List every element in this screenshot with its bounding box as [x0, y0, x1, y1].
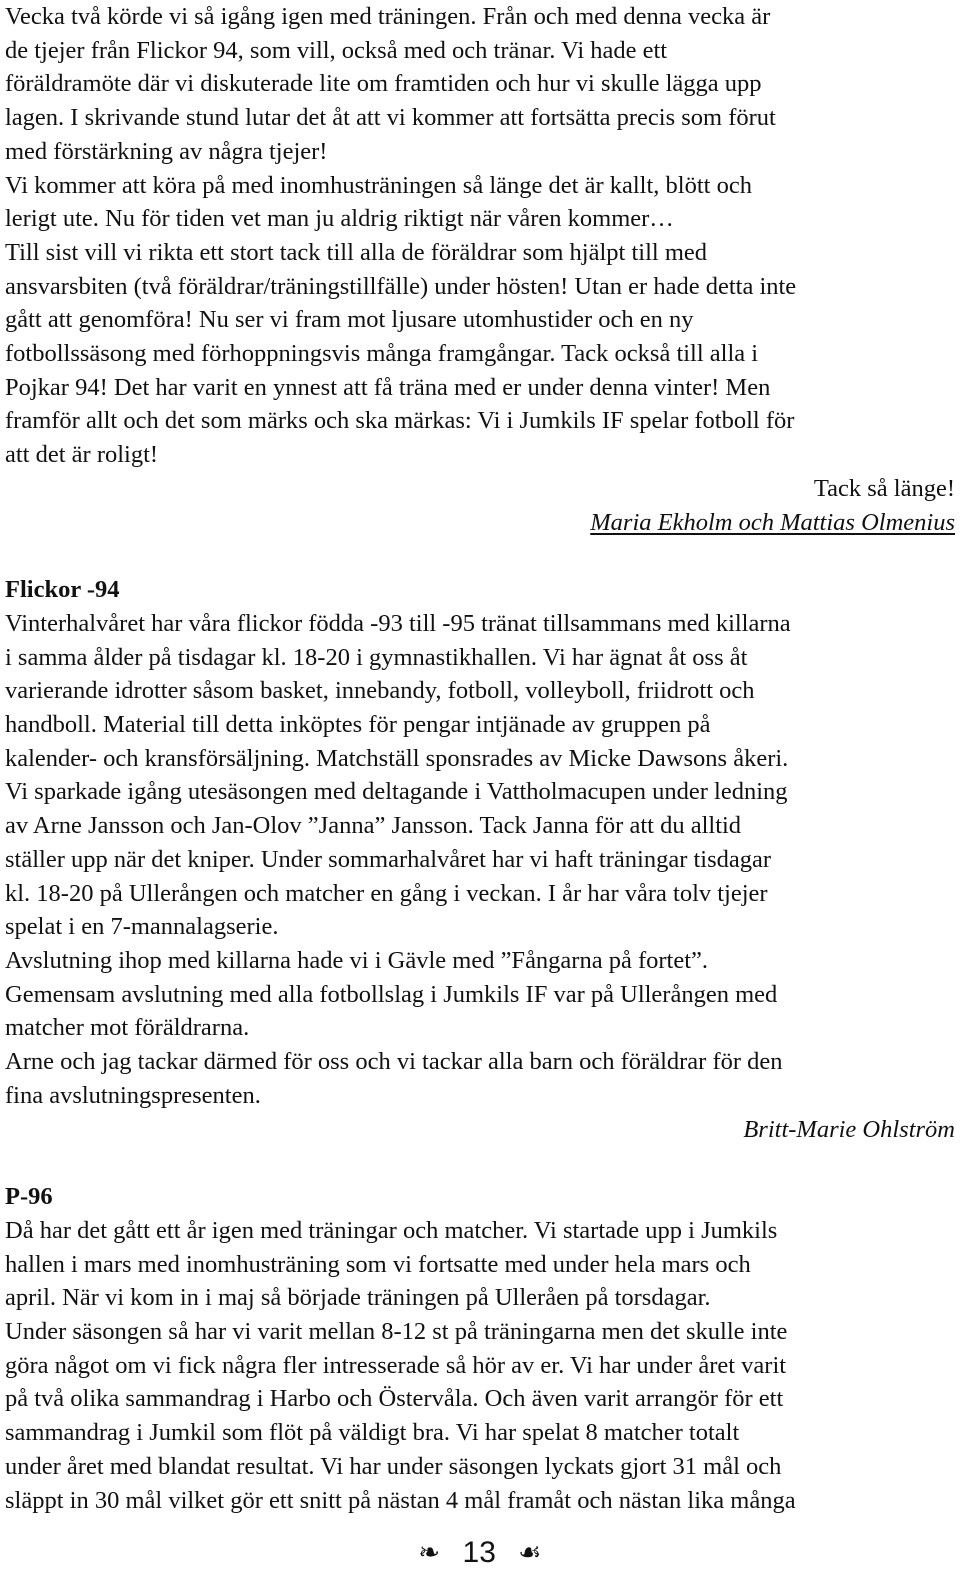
- document-page: [5, 0, 955, 1517]
- text-line: Under säsongen så har vi varit mellan 8-12 st på träningarna men det skulle inte: [5, 1318, 788, 1346]
- text-line: ställer upp när det kniper. Under sommarhalvåret har vi haft träningar tisdagar: [5, 845, 772, 873]
- text-line: Avslutning ihop med killarna hade vi i Gävle med ”Fångarna på fortet”.: [5, 946, 709, 974]
- text-line: Till sist vill vi rikta ett stort tack till alla de föräldrar som hjälpt till med: [5, 238, 708, 266]
- text-line: föräldramöte där vi diskuterade lite om framtiden och hur vi skulle lägga upp: [5, 70, 762, 98]
- text-line: handboll. Material till detta inköptes för pengar intjänade av gruppen på: [5, 711, 711, 739]
- text-line: sammandrag i Jumkil som flöt på väldigt bra. Vi har spelat 8 matcher totalt: [5, 1419, 740, 1447]
- p96-section: [5, 1180, 955, 1517]
- text-line: framför allt och det som märks och ska märkas: Vi i Jumkils IF spelar fotboll för: [5, 407, 795, 435]
- text-line: släppt in 30 mål vilket gör ett snitt på nästan 4 mål framåt och nästan lika många: [5, 1486, 796, 1514]
- flickor-section: [5, 573, 955, 1146]
- text-line: spelat i en 7-mannalagserie.: [5, 913, 279, 941]
- text-line: under året med blandat resultat. Vi har under säsongen lyckats gjort 31 mål och: [5, 1452, 782, 1480]
- text-line: Vi kommer att köra på med inomhusträningen så länge det är kallt, blött och: [5, 171, 752, 199]
- section-spacer: [5, 1146, 955, 1180]
- text-line: med förstärkning av några tjejer!: [5, 137, 328, 165]
- text-line: kl. 18-20 på Ullerången och matcher en gång i veckan. I år har våra tolv tjejer: [5, 879, 768, 907]
- text-line: de tjejer från Flickor 94, som vill, också med och tränar. Vi hade ett: [5, 36, 668, 64]
- intro-section: [5, 0, 955, 539]
- text-line: Gemensam avslutning med alla fotbollslag i Jumkils IF var på Ullerången med: [5, 980, 778, 1008]
- text-line: ansvarsbiten (två föräldrar/träningstillfälle) under hösten! Utan er hade detta inte: [5, 272, 797, 300]
- text-line: matcher mot föräldrarna.: [5, 1014, 250, 1042]
- section-heading: Flickor -94: [5, 576, 120, 604]
- closing-line: Tack så länge!: [813, 474, 955, 502]
- text-line: april. När vi kom in i maj så började träningen på Ulleråen på torsdagar.: [5, 1284, 711, 1312]
- section-spacer: [5, 539, 955, 573]
- text-line: Pojkar 94! Det har varit en ynnest att få träna med er under denna vinter! Men: [5, 373, 771, 401]
- text-line: lagen. I skrivande stund lutar det åt att vi kommer att fortsätta precis som förut: [5, 104, 776, 132]
- section-heading: P-96: [5, 1183, 53, 1211]
- text-line: hallen i mars med inomhusträning som vi fortsatte med under hela mars och: [5, 1250, 751, 1278]
- text-line: i samma ålder på tisdagar kl. 18-20 i gymnastikhallen. Vi har ägnat åt oss åt: [5, 643, 748, 671]
- text-line: Då har det gått ett år igen med träningar och matcher. Vi startade upp i Jumkils: [5, 1216, 778, 1244]
- page-footer: [0, 1532, 960, 1573]
- text-line: fotbollssäsong med förhoppningsvis många framgångar. Tack också till alla i: [5, 340, 759, 368]
- text-line: lerigt ute. Nu för tiden vet man ju aldrig riktigt när våren kommer…: [5, 205, 674, 233]
- text-line: varierande idrotter såsom basket, innebandy, fotboll, volleyboll, friidrott och: [5, 677, 755, 705]
- floral-ornament-right-icon: ☙: [518, 1538, 542, 1569]
- page-number: 13: [462, 1536, 496, 1570]
- text-line: Vi sparkade igång utesäsongen med deltagande i Vattholmacupen under ledning: [5, 778, 788, 806]
- text-line: fina avslutningspresenten.: [5, 1081, 261, 1109]
- text-line: på två olika sammandrag i Harbo och Östervåla. Och även varit arrangör för ett: [5, 1385, 784, 1413]
- text-line: kalender- och kransförsäljning. Matchställ sponsrades av Micke Dawsons åkeri.: [5, 744, 789, 772]
- text-line: göra något om vi fick några fler intresserade så hör av er. Vi har under året varit: [5, 1351, 787, 1379]
- floral-ornament-left-icon: ❧: [418, 1538, 441, 1569]
- text-line: Arne och jag tackar därmed för oss och vi tackar alla barn och föräldrar för den: [5, 1048, 783, 1076]
- author-signature: Maria Ekholm och Mattias Olmenius: [590, 508, 955, 536]
- text-line: av Arne Jansson och Jan-Olov ”Janna” Jansson. Tack Janna för att du alltid: [5, 812, 742, 840]
- text-line: gått att genomföra! Nu ser vi fram mot ljusare utomhustider och en ny: [5, 306, 694, 334]
- text-line: Vecka två körde vi så igång igen med träningen. Från och med denna vecka är: [5, 3, 771, 30]
- text-line: att det är roligt!: [5, 441, 159, 469]
- author-signature: Britt-Marie Ohlström: [743, 1115, 955, 1143]
- text-line: Vinterhalvåret har våra flickor födda -93 till -95 tränat tillsammans med killarna: [5, 609, 791, 637]
